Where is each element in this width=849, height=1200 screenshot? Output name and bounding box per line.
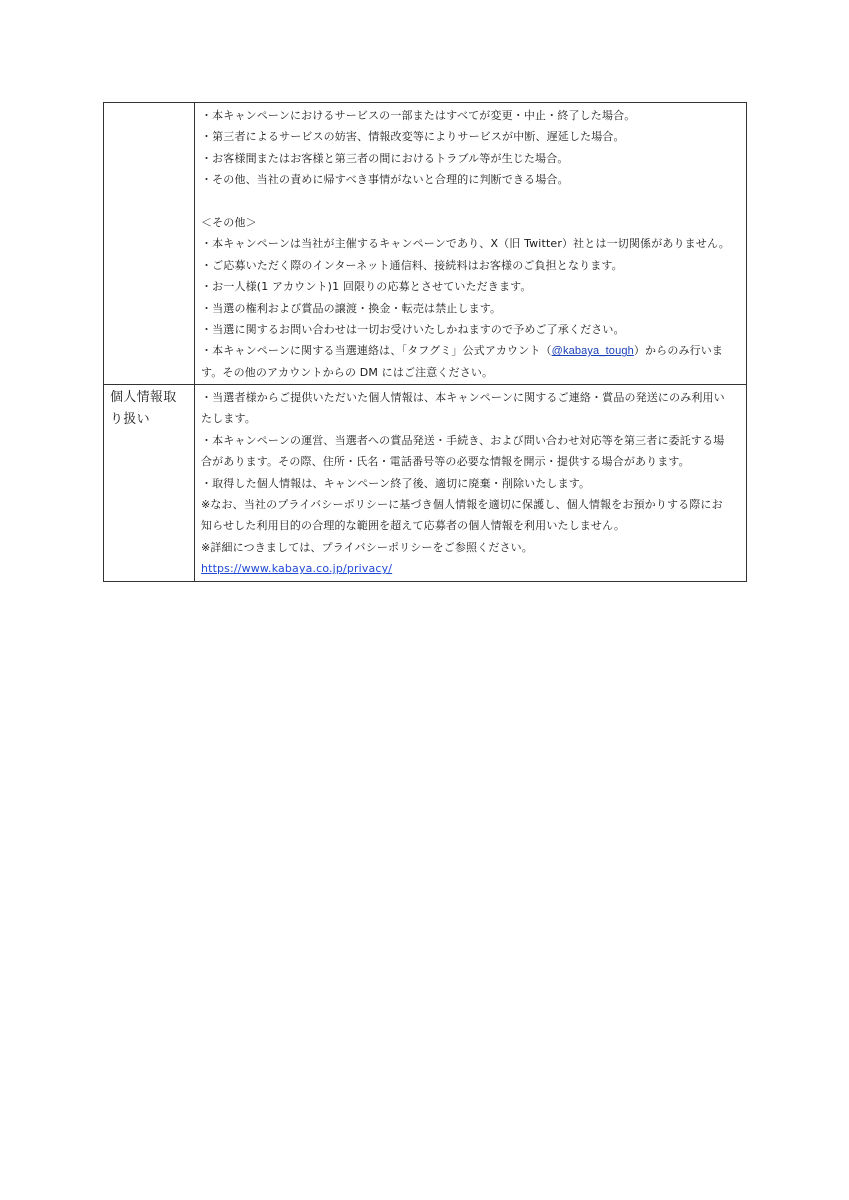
- privacy-heading-line: 個人情報取: [110, 390, 177, 406]
- privacy-line: 知らせした利用目的の合理的な範囲を超えて応募者の個人情報を利用いたしません。: [201, 519, 626, 533]
- table-row: [104, 385, 747, 582]
- other-line: ・当選に関するお問い合わせは一切お受けいたしかねますので予めご了承ください。: [201, 322, 625, 336]
- other-line: ・お一人様(1 アカウント)1 回限りの応募とさせていただきます。: [201, 280, 532, 294]
- terms-line: ・第三者によるサービスの妨害、情報改変等によりサービスが中断、遅延した場合。: [201, 130, 625, 144]
- terms-line: ・本キャンペーンにおけるサービスの一部またはすべてが変更・中止・終了した場合。: [201, 109, 636, 122]
- terms-line: ・その他、当社の責めに帰すべき事情がないと合理的に判断できる場合。: [201, 173, 569, 187]
- privacy-line: ・当選者様からご提供いただいた個人情報は、本キャンペーンに関するご連絡・賞品の発送にのみ利用い: [201, 391, 725, 405]
- terms-line: ・お客様間またはお客様と第三者の間におけるトラブル等が生じた場合。: [201, 151, 569, 165]
- privacy-line: たします。: [201, 412, 256, 426]
- contact-line-2: す。その他のアカウントからの DM にはご注意ください。: [201, 365, 494, 379]
- privacy-line: ・取得した個人情報は、キャンペーン終了後、適切に廃棄・削除いたします。: [201, 476, 591, 490]
- other-line: ・当選の権利および賞品の譲渡・換金・転売は禁止します。: [201, 301, 502, 315]
- terms-table: [103, 102, 747, 582]
- spacer: [201, 191, 742, 212]
- contact-prefix: ・本キャンペーンに関する当選連絡は、「タフグミ」公式アカウント（: [201, 344, 552, 358]
- privacy-body-cell: [195, 385, 747, 582]
- privacy-heading-cell: [104, 385, 195, 582]
- terms-body-cell: [195, 103, 747, 385]
- privacy-url-line: [201, 558, 742, 579]
- privacy-line: ・本キャンペーンの運営、当選者への賞品発送・手続き、および問い合わせ対応等を第三者に委託する場: [201, 433, 725, 447]
- other-line: ・ご応募いただく際のインターネット通信料、接続料はお客様のご負担となります。: [201, 258, 623, 272]
- other-line: ・本キャンペーンは当社が主催するキャンペーンであり、X（旧 Twitter）社とは一切関係がありません。: [201, 237, 730, 251]
- privacy-line: ※なお、当社のプライバシーポリシーに基づき個人情報を適切に保護し、個人情報をお預かりする際にお: [201, 498, 723, 512]
- privacy-line: ※詳細につきましては、プライバシーポリシーをご参照ください。: [201, 540, 533, 554]
- account-handle-link[interactable]: @kabaya_tough: [551, 345, 634, 358]
- privacy-policy-link[interactable]: https://www.kabaya.co.jp/privacy/: [201, 562, 393, 576]
- privacy-line: 合があります。その際、住所・氏名・電話番号等の必要な情報を開示・提供する場合があります。: [201, 455, 690, 469]
- contact-line: [201, 340, 742, 361]
- terms-heading-cell: [104, 103, 195, 385]
- table-row: [104, 103, 747, 385]
- privacy-heading-line: り扱い: [110, 412, 150, 428]
- other-heading: ＜その他＞: [201, 215, 257, 229]
- contact-suffix: ）からのみ行いま: [633, 344, 724, 358]
